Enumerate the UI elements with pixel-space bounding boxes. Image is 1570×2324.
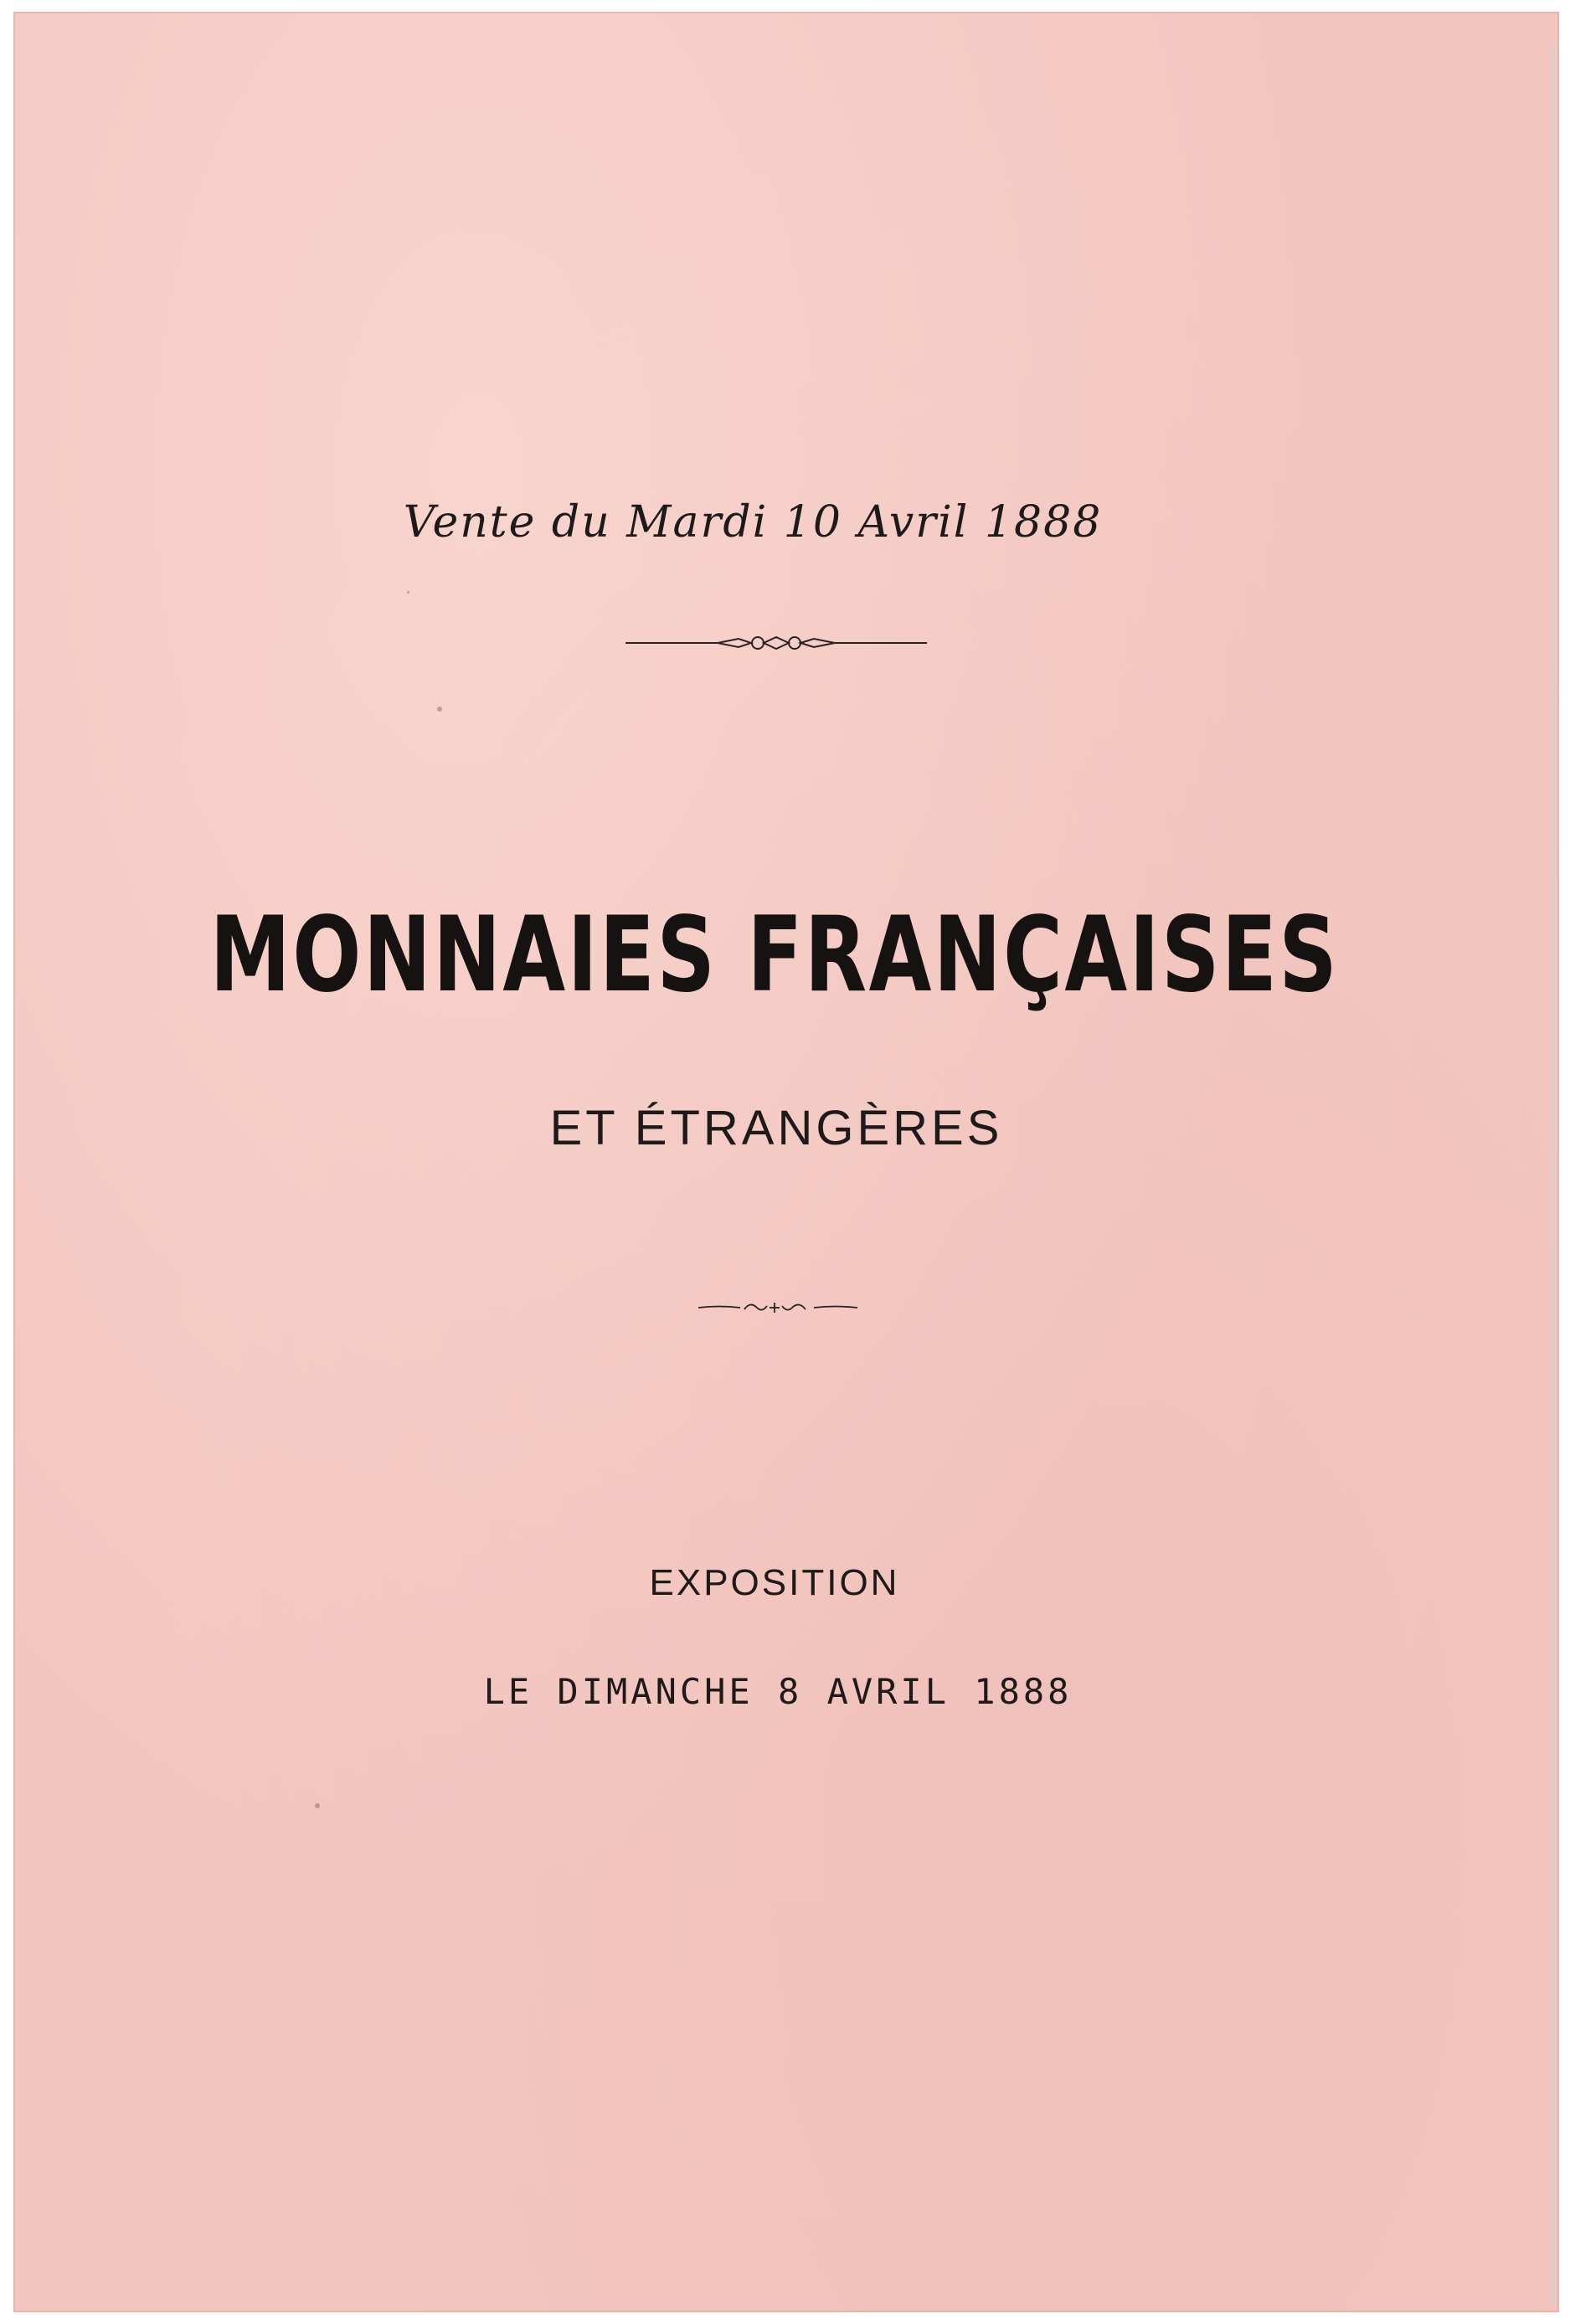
exposition-date: LE DIMANCHE 8 AVRIL 1888	[483, 1671, 1073, 1712]
ornamental-rule-icon	[3, 633, 1549, 653]
sale-date-heading: Vente du Mardi 10 Avril 1888	[403, 497, 1103, 548]
catalogue-subtitle: ET ÉTRANGÈRES	[549, 1101, 1003, 1155]
small-flourish-icon	[5, 1298, 1551, 1316]
page-edge-shadow	[1547, 45, 1556, 2306]
paper-speck	[437, 707, 442, 712]
catalogue-cover-page	[13, 12, 1559, 2312]
exposition-label: EXPOSITION	[649, 1562, 900, 1603]
paper-speck	[407, 591, 409, 594]
catalogue-title: MONNAIES FRANÇAISES	[209, 895, 1340, 1015]
paper-speck	[315, 1803, 320, 1808]
